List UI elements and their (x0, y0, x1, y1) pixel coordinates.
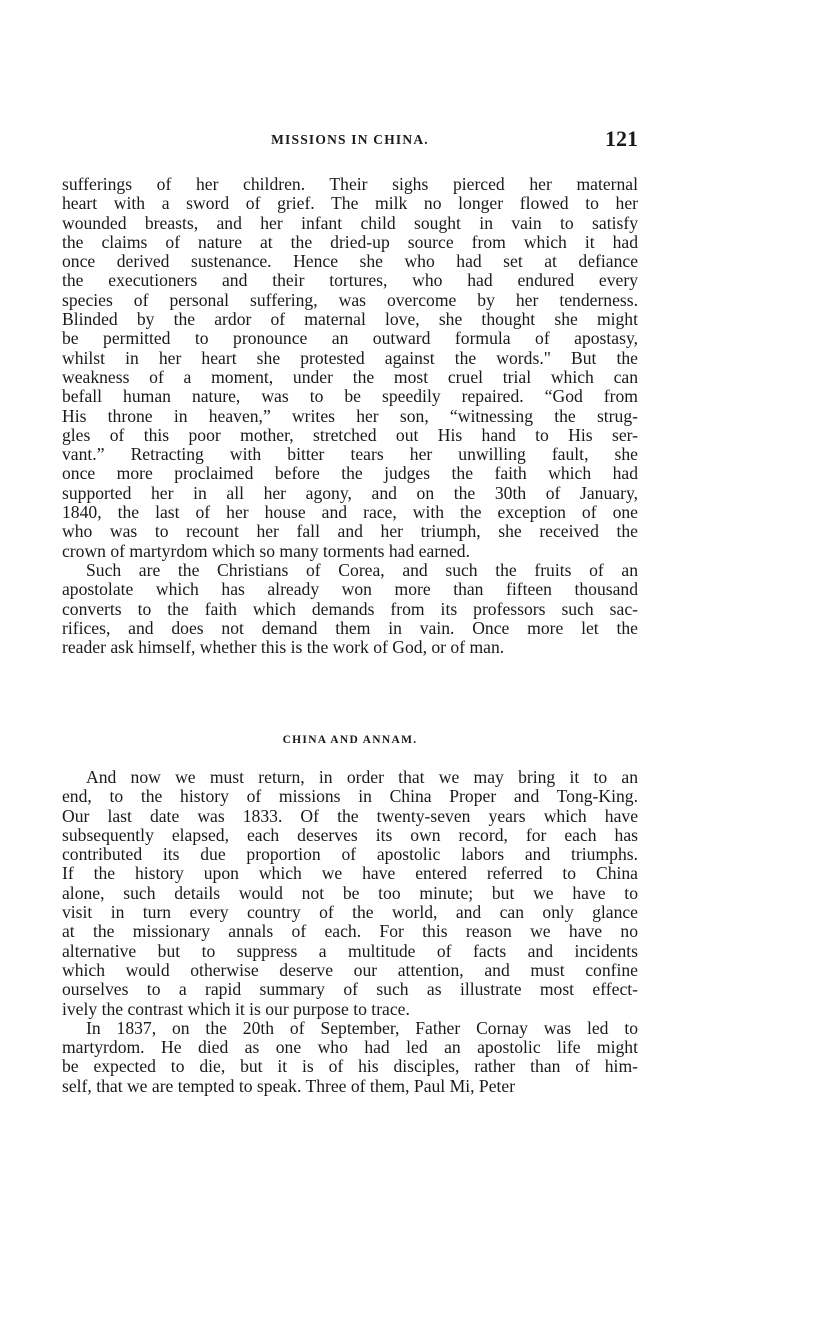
text-line: His throne in heaven,” writes her son, “witnessing the strug- (62, 406, 638, 426)
text-line: wounded breasts, and her infant child sought in vain to satisfy (62, 213, 638, 233)
text-line: once derived sustenance. Hence she who had set at defiance (62, 252, 638, 272)
text-line: sufferings of her children. Their sighs pierced her maternal (62, 175, 638, 194)
body-text-bottom (62, 768, 638, 1096)
text-line: contributed its due proportion of apostolic labors and triumphs. (62, 845, 638, 865)
text-line: subsequently elapsed, each deserves its own record, for each has (62, 825, 638, 845)
text-line: rifices, and does not demand them in vain. Once more let the (62, 618, 638, 638)
text-line: whilst in her heart she protested against the words." But the (62, 348, 638, 368)
text-line: be permitted to pronounce an outward formula of apostasy, (62, 329, 638, 349)
text-line: end, to the history of missions in China Proper and Tong-King. (62, 787, 638, 807)
paragraph (62, 768, 638, 1019)
text-line: In 1837, on the 20th of September, Father Cornay was led to (86, 1018, 638, 1038)
text-line: weakness of a moment, under the most cruel trial which can (62, 367, 638, 387)
text-line: who was to recount her fall and her triumph, she received the (62, 522, 638, 542)
text-line: 1840, the last of her house and race, with the exception of one (62, 503, 638, 523)
text-line: gles of this poor mother, stretched out His hand to His ser- (62, 425, 638, 445)
text-line: alone, such details would not be too minute; but we have to (62, 883, 638, 903)
text-line: crown of martyrdom which so many torments had earned. (62, 541, 470, 561)
text-line: befall human nature, was to be speedily repaired. “God from (62, 387, 638, 407)
text-line: If the history upon which we have entered referred to China (62, 864, 638, 884)
text-line: species of personal suffering, was overcome by her tenderness. (62, 290, 638, 310)
text-line: martyrdom. He died as one who had led an apostolic life might (62, 1038, 638, 1058)
text-line: Our last date was 1833. Of the twenty-seven years which have (62, 806, 638, 826)
text-line: Blinded by the ardor of maternal love, she thought she might (62, 310, 638, 330)
page-number: 121 (605, 126, 638, 151)
running-header (62, 126, 638, 152)
text-line: the executioners and their tortures, who had endured every (62, 271, 638, 291)
text-line: ourselves to a rapid summary of such as illustrate most effect- (62, 980, 638, 1000)
text-line: ively the contrast which it is our purpose to trace. (62, 999, 410, 1019)
text-line: the claims of nature at the dried-up source from which it had (62, 232, 638, 252)
body-text-top (62, 175, 638, 657)
paragraph (62, 175, 638, 561)
text-line: at the missionary annals of each. For this reason we have no (62, 922, 638, 942)
text-line: once more proclaimed before the judges the faith which had (62, 464, 638, 484)
paragraph (62, 561, 638, 657)
text-line: visit in turn every country of the world, and can only glance (62, 903, 638, 923)
text-line: heart with a sword of grief. The milk no longer flowed to her (62, 194, 638, 214)
text-line: be expected to die, but it is of his disciples, rather than of him- (62, 1057, 638, 1077)
text-line: supported her in all her agony, and on the 30th of January, (62, 483, 638, 503)
text-line: reader ask himself, whether this is the work of God, or of man. (62, 638, 505, 658)
text-line: Such are the Christians of Corea, and such the fruits of an (86, 560, 638, 580)
text-line: alternative but to suppress a multitude of facts and incidents (62, 941, 638, 961)
text-line: converts to the faith which demands from its professors such sac- (62, 599, 638, 619)
section-heading: CHINA AND ANNAM. (282, 734, 418, 746)
text-line: which would otherwise deserve our attention, and must confine (62, 960, 638, 980)
text-line: vant.” Retracting with bitter tears her unwilling fault, she (62, 445, 638, 465)
paragraph (62, 1019, 638, 1096)
text-line: And now we must return, in order that we may bring it to an (86, 768, 638, 787)
text-line: apostolate which has already won more than fifteen thousand (62, 580, 638, 600)
running-title: MISSIONS IN CHINA. (271, 132, 429, 147)
text-line: self, that we are tempted to speak. Three of them, Paul Mi, Peter (62, 1076, 516, 1096)
